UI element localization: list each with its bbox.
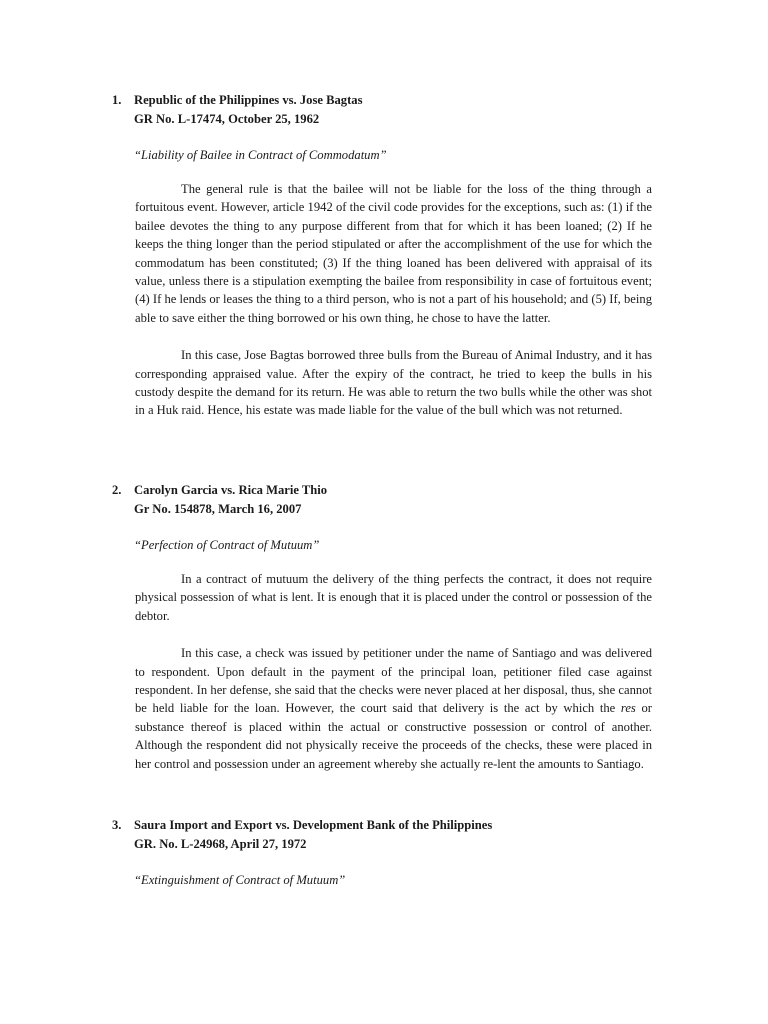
case-paragraph: In this case, a check was issued by petitioner under the name of Santiago and was delivered to respondent. Upon default in the payment of the principal loan, petitioner filed case against respondent. In her defense, she said that the checks were never placed at her disposal, thus, she cannot be held liable for the loan. However, the court said that delivery is the act by which the res or substance thereof is placed within the actual or constructive possession or control of another. Although the respondent did not physically receive the proceeds of the checks, these were placed in her control and possession under an agreement whereby she actually re-lent the amounts to Santiago. [135,646,652,771]
case-3-heading [112,816,652,854]
case-citation: GR. No. L-24968, April 27, 1972 [134,837,307,851]
case-title: Saura Import and Export vs. Development Bank of the Philippines [134,818,493,832]
case-number: 2. [112,483,122,497]
case-title: Republic of the Philippines vs. Jose Bagtas [134,93,363,107]
case-number: 3. [112,818,122,832]
case-citation: Gr No. 154878, March 16, 2007 [134,502,302,516]
case-paragraph: In a contract of mutuum the delivery of the thing perfects the contract, it does not require physical possession of what is lent. It is enough that it is placed under the control or possession of the debtor. [135,572,652,623]
case-citation: GR No. L-17474, October 25, 1962 [134,112,320,126]
case-topic: “Perfection of Contract of Mutuum” [134,538,320,552]
case-3 [112,816,652,890]
case-title: Carolyn Garcia vs. Rica Marie Thio [134,483,328,497]
case-2 [112,481,652,773]
case-1-heading [112,91,652,129]
case-topic: “Liability of Bailee in Contract of Commodatum” [134,148,387,162]
case-2-heading [112,481,652,519]
case-1 [112,91,652,420]
case-topic: “Extinguishment of Contract of Mutuum” [134,873,346,887]
case-paragraph: The general rule is that the bailee will not be liable for the loss of the thing through a fortuitous event. However, article 1942 of the civil code provides for the exceptions, such as: (1) if the bailee devotes the thing to any purpose different from that for which it has been loaned; (2) If he keeps the thing longer than the period stipulated or after the accomplishment of the use for which the commodatum has been constituted; (3) If the thing loaned has been delivered with appraisal of its value, unless there is a stipulation exempting the bailee from responsibility in case of fortuitous event; (4) If he lends or leases the thing to a third person, who is not a part of his household; and (5) If, being able to save either the thing borrowed or his own thing, he chose to have the latter. [135,182,652,325]
case-number: 1. [112,93,122,107]
case-paragraph: In this case, Jose Bagtas borrowed three bulls from the Bureau of Animal Industry, and it has corresponding appraised value. After the expiry of the contract, he tried to keep the bulls in his custody despite the demand for its return. He was able to return the two bulls while the other was shot in a Huk raid. Hence, his estate was made liable for the value of the bull which was not returned. [135,348,652,418]
